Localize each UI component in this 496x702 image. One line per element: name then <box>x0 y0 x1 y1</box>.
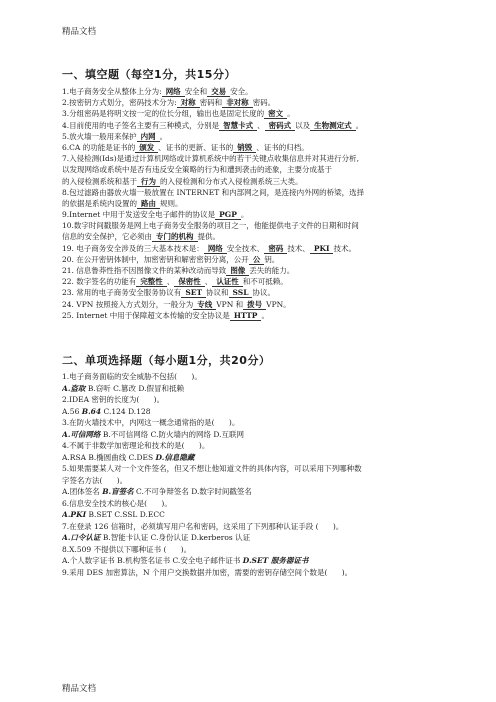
fill-in-line <box>62 97 442 108</box>
fill-in-line <box>62 142 442 153</box>
question-text: 5.如果需要某人对一个文件签名，但又不想让他知道文件的具体内容，可以采用下列哪种数 <box>62 464 362 473</box>
answer-blank: 密码式 <box>265 121 296 131</box>
question-text: 的入侵检测系统和基于 <box>62 176 137 186</box>
question-text: 。 <box>159 131 168 141</box>
question-text: 7.入侵检测(Ids)是通过计算机网络或计算机系统中的若干关键点收集信息并对其进行分析, <box>62 154 360 164</box>
choice-line <box>62 532 442 544</box>
question-text: 协议。 <box>252 288 275 298</box>
answer-blank: HTTP <box>230 311 262 321</box>
answer-blank: 专线 <box>193 300 216 310</box>
choice-line <box>62 555 442 567</box>
question-text: 安全技术、 <box>226 243 265 253</box>
question-text: 19. 电子商务安全涉及的三大基本技术是： <box>62 243 204 253</box>
question-text: 6.信息安全技术的核心是( <box>62 498 148 508</box>
question-text: 信息的安全保护，它必须由 <box>62 232 152 242</box>
choice-line <box>62 475 442 487</box>
question-text: 24. VPN 按照接入方式划分，一般分为 <box>62 299 194 309</box>
question-text: B.智能卡认证 C.身份认证 D.kerberos 认证 <box>100 533 251 542</box>
question-text: 3.在防火墙技术中，内网这一概念通常指的是( <box>62 418 215 427</box>
answer-gap <box>139 395 153 404</box>
fill-in-line <box>62 265 442 276</box>
fill-in-questions <box>62 86 442 321</box>
answer-blank: 完整性 <box>136 277 167 287</box>
page-footer: 精品文档 <box>62 684 97 694</box>
choice-line <box>62 417 442 429</box>
answer-gap <box>185 441 199 450</box>
section-title-multiple-choice: 二、单项选择题（每小题1分，共20分） <box>62 354 271 367</box>
question-text: 4.不属于非数学加密理论和技术的是( <box>62 441 185 450</box>
section-title-fill-in: 一、填空题（每空1分，共15分） <box>62 68 236 81</box>
question-text: 7.在登录 126 信箱时，必须填写用户名和密码，这采用了下列那种认证手段 ( <box>62 521 319 531</box>
question-text: 字签名方法( <box>62 475 103 485</box>
question-text: 、证书的归档。 <box>256 142 309 152</box>
answer-blank: 图像 <box>226 266 249 276</box>
question-text: 密码和 <box>199 98 223 108</box>
answer-blank: 非对称 <box>222 98 253 108</box>
answer-blank: 网络 <box>204 244 227 254</box>
fill-in-line <box>62 108 442 119</box>
question-text: 钥。 <box>264 254 280 264</box>
question-text: 20. 在公开密钥体制中，加密密钥和解密密钥分离，公开 <box>62 254 249 264</box>
choice-line <box>62 394 442 406</box>
question-text: 的依据是系统内设置的 <box>62 198 137 208</box>
question-text: 1.电子商务面临的安全威胁不包括( <box>62 372 178 381</box>
fill-in-line <box>62 198 442 209</box>
fill-in-line <box>62 299 442 310</box>
answer-gap <box>166 545 180 554</box>
fill-in-line <box>62 86 442 97</box>
correct-option: A.可信网络 <box>62 429 101 439</box>
question-text: 、 <box>204 277 213 287</box>
question-text: 的入侵检测和分布式入侵检测系统三大类。 <box>160 176 303 186</box>
question-text: 丢失的能力。 <box>249 266 295 275</box>
question-text: 4.目前使用的电子签名主要有三种模式，分别是 <box>62 120 220 130</box>
answer-blank: 保密性 <box>174 277 205 287</box>
question-text: B.SET C.SSL D.ECC <box>86 510 165 519</box>
answer-blank: 密码 <box>264 244 287 254</box>
correct-option: A.PKI <box>62 510 87 519</box>
question-text: )。 <box>180 544 192 554</box>
correct-option: D.SET 服务器证书 <box>242 556 309 565</box>
correct-option: B.64 <box>81 406 102 416</box>
answer-blank: PGP <box>215 210 241 220</box>
correct-option: A.盗取 <box>62 383 86 393</box>
page-header: 精品文档 <box>62 27 97 37</box>
choice-line <box>62 463 442 475</box>
correct-option: D.信息隐藏 <box>155 452 195 462</box>
fill-in-line <box>62 276 442 287</box>
answer-gap <box>147 499 161 508</box>
fill-in-line <box>62 120 442 131</box>
question-text: A.RSA B.椭圆曲线 C.DES <box>62 452 156 462</box>
fill-in-line <box>62 153 442 164</box>
answer-blank: 网络 <box>162 87 185 97</box>
question-text: 安全。 <box>230 87 253 96</box>
choice-line <box>62 406 442 418</box>
question-text: 以及 <box>295 120 311 130</box>
question-text: VPN 和 <box>216 299 244 309</box>
choice-line <box>62 452 442 464</box>
choice-line <box>62 486 442 498</box>
answer-blank: 行为 <box>137 177 160 187</box>
question-text: C.124 D.128 <box>101 406 151 416</box>
question-text: 2.按密钥方式划分，密码技术分为: <box>62 98 177 108</box>
fill-in-line <box>62 209 442 220</box>
question-text: C.不可争辩签名 D.数字时间戳签名 <box>133 487 252 496</box>
question-text: 提供。 <box>197 232 220 242</box>
question-text: )。 <box>161 498 172 508</box>
answer-gap <box>177 372 191 381</box>
choice-line <box>62 371 442 383</box>
question-text: 1.电子商务安全从整体上分为: <box>62 87 162 96</box>
question-text: A.团体签名 <box>62 487 103 496</box>
question-text: 5.放火墙一般用来保护 <box>62 131 137 141</box>
answer-blank: SET <box>181 288 206 298</box>
choice-line <box>62 509 442 521</box>
fill-in-line <box>62 310 442 321</box>
question-text: 技术。 <box>333 243 356 253</box>
question-text: B.窃听 C.篡改 D.假冒和抵赖 <box>85 383 184 393</box>
question-text: 8.包过滤路由器放火墙一般放置在 INTERNET 和内部网之间，是连接内外网的桥梁，选择 <box>62 187 365 197</box>
answer-blank: PKI <box>310 244 334 254</box>
fill-in-line <box>62 131 442 142</box>
answer-blank: 交易 <box>207 87 230 97</box>
question-text: 3.分组密码是将明文按一定的位长分组，输出也是固定长度的 <box>62 109 265 119</box>
answer-blank: 对称 <box>177 98 200 108</box>
fill-in-line <box>62 231 442 242</box>
question-text: A.56 <box>62 406 82 416</box>
answer-blank: SSL <box>229 288 253 298</box>
choice-line <box>62 544 442 556</box>
answer-blank: 专门的机构 <box>152 232 198 242</box>
fill-in-line <box>62 287 442 298</box>
question-text: )。 <box>228 418 240 427</box>
fill-in-line <box>62 254 442 265</box>
multiple-choice-questions <box>62 371 442 578</box>
question-text: VPN。 <box>266 299 291 309</box>
question-text: 2.IDEA 密钥的长度为( <box>62 395 140 404</box>
question-text: 和不可抵赖。 <box>242 277 288 287</box>
question-text: 协议和 <box>206 288 229 298</box>
choice-line <box>62 567 442 579</box>
question-text: 10.数字时间戳服务是网上电子商务安全服务的项目之一，他能提供电子文件的日期和时间 <box>62 221 359 231</box>
answer-blank: 生物测定式 <box>310 121 356 131</box>
question-text: )。 <box>198 441 210 450</box>
choice-line <box>62 440 442 452</box>
question-text: 规则。 <box>160 198 183 208</box>
answer-blank: 颁发 <box>135 143 158 153</box>
choice-line <box>62 429 442 441</box>
answer-gap <box>327 568 341 577</box>
question-text: )。 <box>116 475 128 485</box>
question-text: 安全和 <box>184 87 208 96</box>
answer-gap <box>319 522 333 531</box>
answer-blank: 内网 <box>137 132 160 142</box>
question-text: 9.Internet 中用于发送安全电子邮件的协议是 <box>62 210 216 220</box>
answer-blank: 销毁 <box>233 143 256 153</box>
choice-line <box>62 383 442 395</box>
question-text: 22. 数字签名的功能有 <box>62 277 137 287</box>
question-text: 25. Internet 中用于保障超文本传输的安全协议是 <box>62 310 230 320</box>
answer-blank: 认证性 <box>212 277 243 287</box>
answer-blank: 密文 <box>264 109 287 119</box>
correct-option: A.口令认证 <box>62 533 101 542</box>
fill-in-line <box>62 220 442 231</box>
choice-line <box>62 521 442 533</box>
fill-in-line <box>62 164 442 175</box>
question-text: 。 <box>355 120 364 130</box>
correct-option: B.盲签名 <box>102 487 134 496</box>
question-text: 。 <box>240 210 249 220</box>
question-text: )。 <box>153 395 165 404</box>
answer-blank: 智慧卡式 <box>219 121 257 131</box>
question-text: 以发现网络或系统中是否有违反安全策略的行为和遭到袭击的迹象，主要分成基于 <box>62 165 332 175</box>
choice-line <box>62 498 442 510</box>
question-text: 。 <box>287 109 295 119</box>
question-text: 23. 常用的电子商务安全服务协议有 <box>62 288 182 298</box>
fill-in-line <box>62 243 442 254</box>
question-text: 、证书的更新、证书的 <box>158 142 234 152</box>
question-text: 、 <box>257 120 265 130</box>
question-text: )。 <box>332 521 344 531</box>
question-text: 6.CA 的功能是证书的 <box>62 142 136 152</box>
question-text: B.不可信网络 C.防火墙内的网络 D.互联网 <box>100 429 244 439</box>
question-text: )。 <box>191 372 202 381</box>
answer-gap <box>102 476 116 485</box>
question-text: 21. 信息鲁莽性指不因图像文件的某种改动而导致 <box>62 266 227 275</box>
question-text: 密码。 <box>252 98 276 108</box>
question-text: 、 <box>166 277 175 287</box>
fill-in-line <box>62 176 442 187</box>
question-text: A.个人数字证书 B.机构签名证书 C.安全电子邮件证书 <box>62 556 243 565</box>
question-text: 8.X.509 不提供以下哪种证书 ( <box>62 544 167 554</box>
answer-blank: 路由 <box>137 199 160 209</box>
answer-blank: 拨号 <box>243 300 266 310</box>
question-text: 。 <box>261 310 269 320</box>
question-text: )。 <box>341 567 353 577</box>
answer-blank: 公 <box>249 255 265 265</box>
question-text: 技术、 <box>287 243 310 253</box>
question-text: 9.采用 DES 加密算法，N 个用户交换数据并加密，需要的密钥存储空间个数是( <box>62 567 328 577</box>
answer-gap <box>215 418 229 427</box>
fill-in-line <box>62 187 442 198</box>
